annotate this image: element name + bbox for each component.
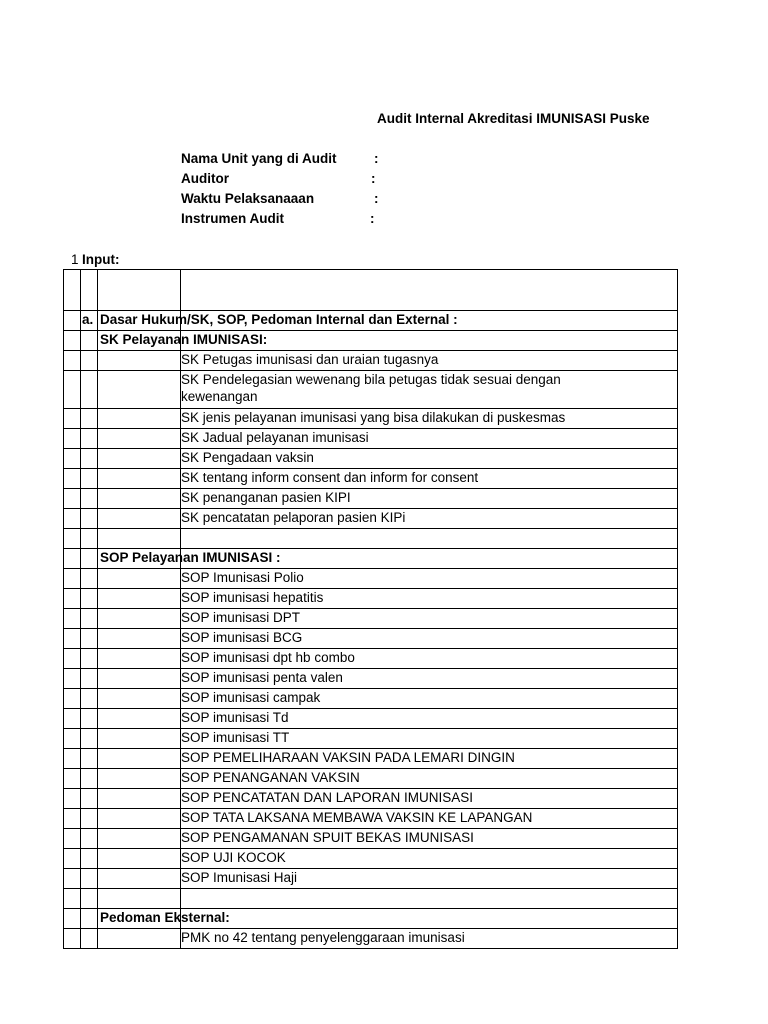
table-hline xyxy=(63,608,678,609)
table-vline xyxy=(63,269,64,949)
table-hline xyxy=(63,548,678,549)
meta-unit-label: Nama Unit yang di Audit xyxy=(181,151,337,166)
table-cell: SK Pendelegasian wewenang bila petugas tidak sesuai dengan xyxy=(181,372,561,387)
table-hline xyxy=(63,908,678,909)
table-hline xyxy=(63,828,678,829)
table-hline xyxy=(63,728,678,729)
table-cell: SOP imunisasi dpt hb combo xyxy=(181,650,355,665)
table-hline xyxy=(63,488,678,489)
table-cell: SK tentang inform consent dan inform for consent xyxy=(181,470,479,485)
table-hline xyxy=(63,928,678,929)
table-cell: SK Jadual pelayanan imunisasi xyxy=(181,430,369,445)
table-cell: SOP Imunisasi Polio xyxy=(181,570,304,585)
meta-auditor-label: Auditor xyxy=(181,171,229,186)
meta-instrumen-label: Instrumen Audit xyxy=(181,211,284,226)
table-hline xyxy=(63,648,678,649)
table-cell: SOP imunisasi TT xyxy=(181,730,290,745)
table-hline xyxy=(63,888,678,889)
table-cell: SK Pengadaan vaksin xyxy=(181,450,314,465)
table-cell: kewenangan xyxy=(181,389,258,404)
table-cell: SOP TATA LAKSANA MEMBAWA VAKSIN KE LAPANGAN xyxy=(181,810,533,825)
table-cell: SOP UJI KOCOK xyxy=(181,850,286,865)
document-title: Audit Internal Akreditasi IMUNISASI Puske xyxy=(377,111,650,126)
table-cell: SK penanganan pasien KIPI xyxy=(181,490,351,505)
meta-auditor-colon: : xyxy=(371,171,376,186)
table-hline xyxy=(63,508,678,509)
table-cell: SOP imunisasi DPT xyxy=(181,610,301,625)
table-hline xyxy=(63,468,678,469)
table-hline xyxy=(63,868,678,869)
meta-waktu-label: Waktu Pelaksanaaan xyxy=(181,191,315,206)
table-cell: SK jenis pelayanan imunisasi yang bisa dilakukan di puskesmas xyxy=(181,410,566,425)
table-vline xyxy=(97,269,98,949)
table-hline xyxy=(63,748,678,749)
table-cell: a. xyxy=(82,312,94,327)
table-hline xyxy=(63,350,678,351)
table-cell: SOP Pelayanan IMUNISASI : xyxy=(100,550,281,565)
table-vline xyxy=(80,269,81,949)
table-vline xyxy=(677,269,678,949)
table-hline xyxy=(63,370,678,371)
meta-instrumen-colon: : xyxy=(370,211,375,226)
table-hline xyxy=(63,668,678,669)
table-hline xyxy=(63,269,678,270)
table-vline xyxy=(180,269,181,949)
table-cell: SOP PENANGANAN VAKSIN xyxy=(181,770,360,785)
table-cell: SK Petugas imunisasi dan uraian tugasnya xyxy=(181,352,439,367)
meta-unit-colon: : xyxy=(374,151,379,166)
section-label: Input: xyxy=(82,252,120,267)
table-cell: SOP PEMELIHARAAN VAKSIN PADA LEMARI DINGIN xyxy=(181,750,515,765)
table-hline xyxy=(63,708,678,709)
table-hline xyxy=(63,448,678,449)
table-hline xyxy=(63,948,678,949)
table-hline xyxy=(63,330,678,331)
table-cell: SOP imunisasi penta valen xyxy=(181,670,343,685)
table-hline xyxy=(63,408,678,409)
table-cell: Dasar Hukum/SK, SOP, Pedoman Internal dan External : xyxy=(100,312,458,327)
table-cell: SOP imunisasi hepatitis xyxy=(181,590,324,605)
table-cell: Pedoman Eksternal: xyxy=(100,910,230,925)
table-cell: SK Pelayanan IMUNISASI: xyxy=(100,332,268,347)
meta-waktu-colon: : xyxy=(374,191,379,206)
table-cell: SOP imunisasi Td xyxy=(181,710,289,725)
table-hline xyxy=(63,588,678,589)
table-cell: SOP Imunisasi Haji xyxy=(181,870,298,885)
table-cell: SOP imunisasi BCG xyxy=(181,630,303,645)
table-hline xyxy=(63,310,678,311)
table-hline xyxy=(63,528,678,529)
table-hline xyxy=(63,568,678,569)
table-hline xyxy=(63,628,678,629)
table-cell: SOP imunisasi campak xyxy=(181,690,321,705)
table-hline xyxy=(63,848,678,849)
table-cell: SK pencatatan pelaporan pasien KIPi xyxy=(181,510,406,525)
table-hline xyxy=(63,688,678,689)
table-cell: PMK no 42 tentang penyelenggaraan imunisasi xyxy=(181,930,465,945)
table-hline xyxy=(63,788,678,789)
section-number: 1 xyxy=(71,252,79,267)
table-hline xyxy=(63,768,678,769)
table-hline xyxy=(63,428,678,429)
table-cell: SOP PENGAMANAN SPUIT BEKAS IMUNISASI xyxy=(181,830,474,845)
table-hline xyxy=(63,808,678,809)
table-cell: SOP PENCATATAN DAN LAPORAN IMUNISASI xyxy=(181,790,474,805)
